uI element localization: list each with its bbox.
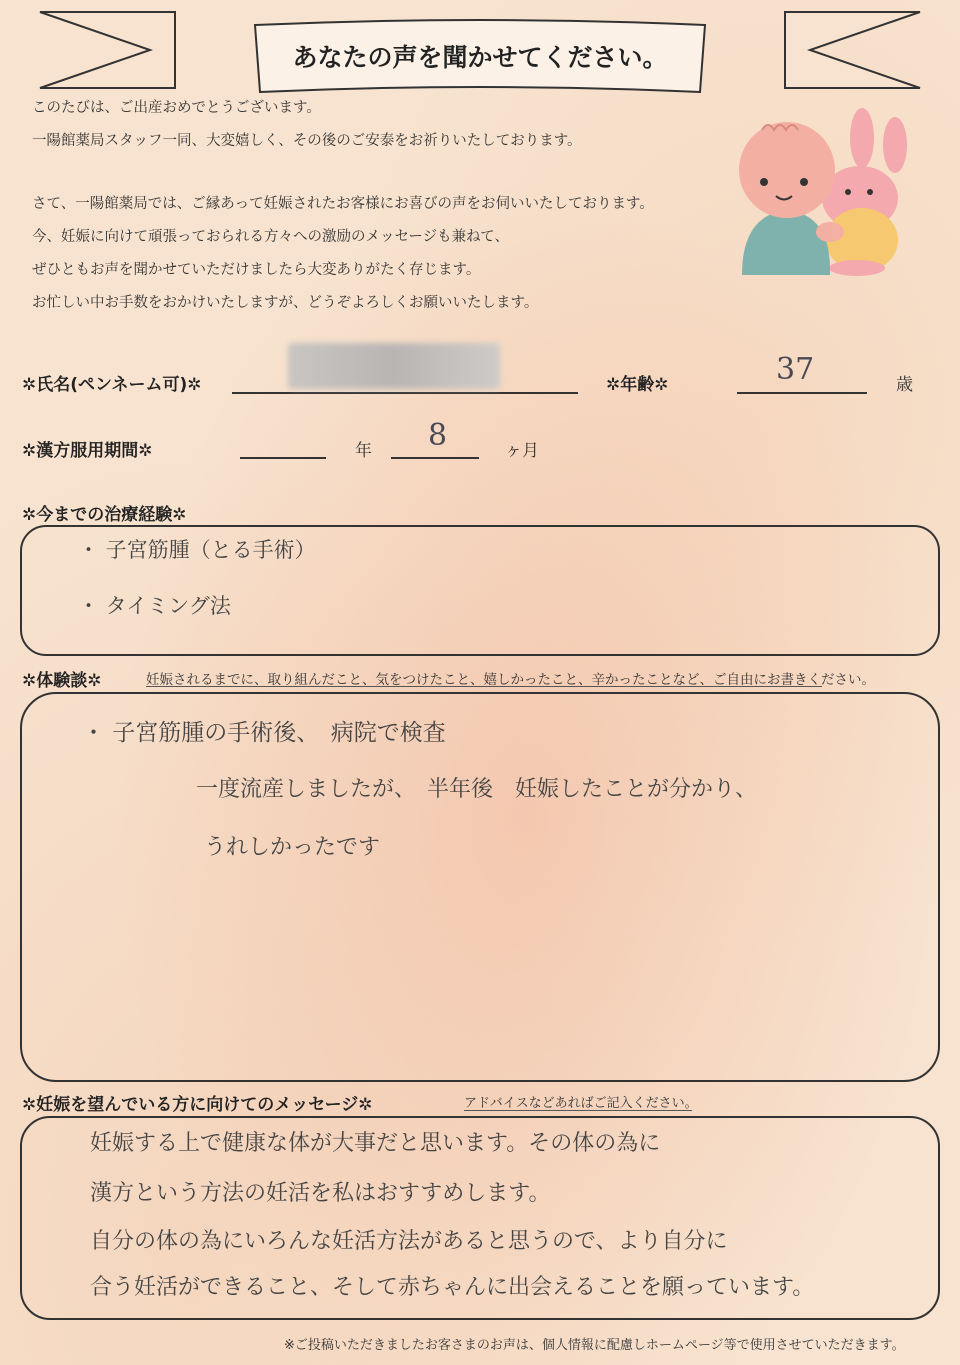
period-month-field[interactable] (391, 457, 479, 459)
treatment-label: ✲今までの治療経験✲ (22, 505, 187, 525)
intro-line: 今、妊娠に向けて頑張っておられる方々への激励のメッセージも兼ねて、 (32, 229, 509, 245)
hint-underline (146, 686, 822, 687)
month-value: 8 (428, 418, 448, 453)
name-field[interactable] (232, 392, 578, 394)
page-title: あなたの声を聞かせてください。 (292, 43, 668, 72)
message-line: 漢方という方法の妊活を私はおすすめします。 (90, 1181, 551, 1206)
age-value: 37 (776, 352, 815, 387)
experience-hint: 妊娠されるまでに、取り組んだこと、気をつけたこと、嬉しかったこと、辛かったことなど、ご自由にお書きください。 (146, 672, 875, 688)
age-field[interactable] (737, 392, 867, 394)
intro-line: ぜひともお声を聞かせていただけましたら大変ありがたく存じます。 (32, 262, 481, 278)
experience-line: うれしかったです (204, 835, 381, 860)
baby-bunny-illustration (712, 100, 932, 290)
message-label: ✲妊娠を望んでいる方に向けてのメッセージ✲ (22, 1095, 373, 1115)
age-label: ✲年齢✲ (606, 375, 669, 395)
experience-label: ✲体験談✲ (22, 671, 102, 691)
intro-line: このたびは、ご出産おめでとうございます。 (32, 100, 321, 116)
redacted-name (288, 343, 500, 389)
month-unit: ヶ月 (505, 441, 539, 461)
intro-line: 一陽館薬局スタッフ一同、大変嬉しく、その後のご安泰をお祈りいたしております。 (32, 133, 582, 149)
intro-line: さて、一陽館薬局では、ご縁あって妊娠されたお客様にお喜びの声をお伺いいたしております。 (32, 196, 654, 212)
message-hint: アドバイスなどあればご記入ください。 (464, 1096, 698, 1111)
treatment-item: ・ 子宮筋腫（とる手術） (78, 538, 316, 562)
hint-underline (464, 1110, 692, 1111)
intro-line: お忙しい中お手数をおかけいたしますが、どうぞよろしくお願いいたします。 (32, 295, 539, 311)
name-label: ✲氏名(ペンネーム可)✲ (22, 375, 202, 395)
message-line: 自分の体の為にいろんな妊活方法があると思うので、より自分に (90, 1229, 728, 1254)
treatment-item: ・ タイミング法 (78, 594, 231, 618)
period-label: ✲漢方服用期間✲ (22, 441, 153, 461)
footer-note: ※ご投稿いただきましたお客さまのお声は、個人情報に配慮しホームページ等で使用させていただきます。 (284, 1338, 905, 1353)
experience-box[interactable] (20, 692, 940, 1082)
message-line: 妊娠する上で健康な体が大事だと思います。その体の為に (90, 1131, 661, 1156)
year-unit: 年 (355, 441, 372, 461)
period-year-field[interactable] (240, 457, 326, 459)
message-line: 合う妊活ができること、そして赤ちゃんに出会えることを願っています。 (90, 1275, 815, 1300)
age-unit: 歳 (896, 375, 913, 395)
experience-line: ・ 子宮筋腫の手術後、 病院で検査 (82, 720, 446, 746)
experience-line: 一度流産しましたが、 半年後 妊娠したことが分かり、 (196, 777, 758, 802)
